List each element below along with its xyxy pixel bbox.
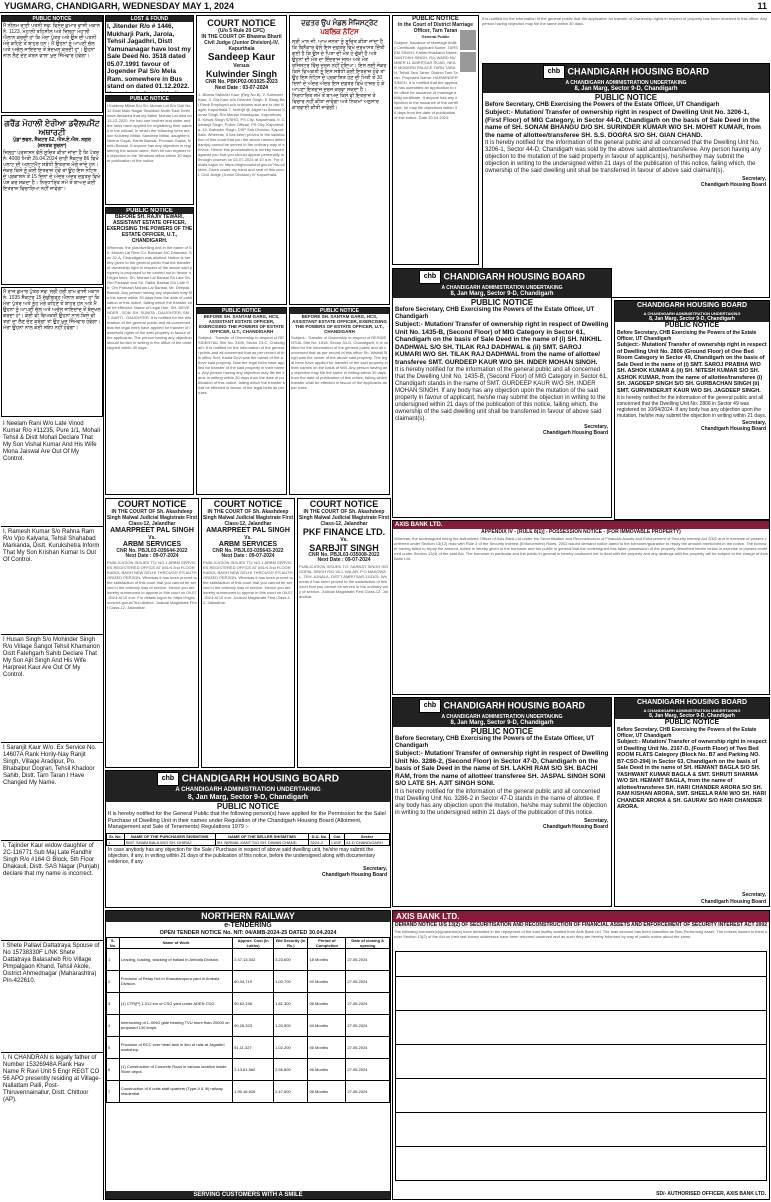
chb-logo: chb: [543, 65, 565, 79]
chb-notice-4: CHANDIGARH HOUSING BOARD A CHANDIGARH ADMINISTRATION UNDERTAKING 8, Jan Marg, Sector 9-D, Chandigarh PUBLIC NOTICE Before Secretary, CHB Exercising the Powers of the Estate Officer, UT Chandigarh Subject:- Mutation/ Transfer of ownership right in respect of Dwelling Unit No. 2167-D, (Fourth Floor) of Two Bed ROOM FLATS Category (Block No. B7 and Parking NO. B7-CSO-294) in Sector 63, Chandigarh on the basis of Sale Deed in the name of SH. HEMANT BAGLA S/O SH. YASHWANT KUMAR BAGLA & SMT. SHRUTI SHARMA W/O SH. HEMANT BAGLA, from the name of allottee/transferee SH. HARI CHANDER ARORA S/O SH. RAM KISHAN ARORA, SMT. SHEELA RANI W/O SH. HARI CHANDER ARORA & SH. GAURAV S/O HARI CHANDER ARORA. Secretary, Chandigarh Housing Board: [614, 697, 770, 907]
classified-list: [1, 419, 103, 1193]
petitioner-name: AMARPREET PAL SINGH: [206, 527, 290, 534]
column-4: [289, 15, 391, 495]
court-notice-jalandhar-1: COURT NOTICE IN THE COURT OF Sh. Akashdeep Singh Malwal Judicial Magistrate First Class-12, Jalandhar AMARPREET PAL SINGH Vs. ARBM SERVICES CNR No. PBJL03-035644-2022 Next Date : 09-07-2024 PUBLICATION ISSUED TO: NO.1 ARBM SERVICES REGISTERED OFFICE AT 691/4 2nd FLOOR KAROL BAGH NEW DELHI THROUGH ITS AUTHORIZED PERSON. Whereas it has been proved to the satisfaction of this court that you cannot be served in the ordinary way of service. Hence you are hereby summoned to appear in this court on 09-07-2024 at 10 a.m. For details logon to: https://highcourtchd.gov.in/?trs=district. Judicial Magistrate First Class-12, Jalandhar.: [105, 498, 199, 768]
permission-body: It is hereby notified for the General Public that the following person(s) have applied for the Permission for the Sale/ Purchase of Dwelling Unit in their names under Regulation of the Chandigarh Housing Board (Allotment, Management and Sale of Tenements) Regulations 1979 :-: [108, 811, 387, 830]
column-3: [196, 15, 288, 495]
court-notice-kapurthala: COURT NOTICE (U/o 5 Rule 20 CPC) IN THE COURT OF Bhawna Bharti Civil Judge (Junior Division)-IV, Kapurthala Sandeep Kaur Versus Kulwinder Singh CNR No. PBKP02-001025-2023 Next Date : 03-07-2024 1. Bhana Satinder Kaur (Reg No.6), 2. Sahinder Kaur, 3. Gia Kaur w/o Dhanbir Singh, 5. Bhag Bai Flank Employed w/o unknown and are to dist Nagar, Kapurthala 7. Inderjit @ Jagre no Bamuki Kumar Singh R/o Mandu Mandapan, Kapurthala, 8. Kewal Singh S/SHG, PS City, Kapurthala. 9. Charanjit Singh, Police Official, PS City, Kapurthala. 10. Bahadur Singh, DSP Sub Division, Kapurthala. Whereas, it has been proved to the satisfaction of this court that you the above named defendant(s) cannot be served in the ordinary way of service. Hence this proclamation is hereby issued against you that you should appear personally or through counsel on 03-07-2024 at 10 a.m. For details logon to: https://highcourtchd.gov.in/?trs=district. Given under my hand and seal of this court. Civil Judge (Junior Division) IV Kapurthala.: [196, 15, 287, 305]
axis-bank-possession: AXIS BANK LTD. APPENDIX IV - [RULE 8(1)] - POSSESSION NOTICE - (FOR IMMOVABLE PROPERTY) Whereas, the undersigned being the Authorized Officer of Axis Bank Ltd under the Securitisation and Reconstruction of Financial Assets and Enforcement of Security Interest Act 2002 and in exercise of powers conferred under Section 13(12) read with Rule 3 of the Security Interest (Enforcement) Rules, 2002 issued demand notice dated to the borrower/guarantor to repay the amount mentioned in the notice. The borrower having failed to repay the amount, notice is hereby given to the borrower and the public in general that the undersigned has taken possession of the property described herein below in exercise of powers conferred under Section 13(4) of the said Act. The borrower in particular and the public in general is hereby cautioned not to deal with the property and any dealings with the property will be subject to the charge of Axis Bank Ltd.: [392, 520, 770, 695]
chb-logo: chb: [419, 270, 441, 284]
estate-notice-3: PUBLIC NOTICE BEFORE SH. SANTAM GARG, HCS, ASSISTANT ESTATE OFFICER, EXERCISING THE POWERS OF ESTATE OFFICER, U.T., CHANDIGARH Subject:- Transfer of Ownership in respect of RESIDENTIAL Site No. 1818, Sector 34-D, Chandigarh. It is notified for the information of the general public and all concerned that as per record of this office Sh. Walaiti Singh was the owner of the above said property. The legal heirs have applied for transfer of the said property in their names on the basis of Will. Any person having any objection may file the same in writing within 30 days from the date of publication of this notice, failing which transfer shall be effected in favour of the applicants as per rules.: [289, 307, 390, 495]
permission-title: PUBLIC NOTICE: [216, 802, 280, 811]
classified-item: I Husan Singh S/o Mohinder Singh R/o Village Sangol Tehsil Khamanon Distt Fatehgarh Sahib Declare That My Son Ajit Singh And His Wife Harpreet Kaur Are Out Of My Control.: [1, 635, 103, 743]
punjabi-notice-body: ਮੈਂ ਨੀਲਮ ਰਾਣੀ ਪਤਨੀ ਸਵ: ਵਿਨੋਦ ਕੁਮਾਰ ਵਾਸੀ ਮਕਾਨ ਨੰ. 1123, ਮੋਹਾਲੀ ਤਹਿਸੀਲ ਅਤੇ ਜ਼ਿਲ੍ਹਾ ਮੋਹਾਲੀ ਐਲਾਨ ਕਰਦੀ ਹਾਂ ਕਿ ਮੇਰਾ ਪੁੱਤਰ ਅਤੇ ਉਸ ਦੀ ਪਤਨੀ ਮੇਰੇ ਕਹਿਣੇ ਤੋਂ ਬਾਹਰ ਹਨ। ਮੈਂ ਉਹਨਾਂ ਨੂੰ ਆਪਣੀ ਚੱਲ ਅਤੇ ਅਚੱਲ ਜਾਇਦਾਦ ਤੋਂ ਬੇਦਖਲ ਕਰਦੀ ਹਾਂ। ਉਹਨਾਂ ਨਾਲ ਲੈਣ ਦੇਣ ਕਰਨ ਵਾਲਾ ਖੁਦ ਜਿੰਮੇਵਾਰ ਹੋਵੇਗਾ।: [3, 23, 100, 59]
chb-subject: Subject:- Mutation/ Transfer of ownership right in respect of Dwelling Unit No. 3206-1, (First Floor) of MIG Category, in Sector 44-D, Chandigarh on the basis of Sale Deed in the name of SH. SONAM BHANGU D/O SH. SURINDER KUMAR W/O SH. MOHIT KUMAR, from the name of allottee/transferee SH. S.S. DOGRA S/O SH. GIAN CHAND.: [485, 109, 761, 139]
axis-appendix: APPENDIX IV - [RULE 8(1)] - POSSESSION NOTICE - (FOR IMMOVABLE PROPERTY): [481, 529, 681, 535]
chb-before: Before Secretary, CHB Exercising the Powers of the Estate Officer, UT Chandigarh: [485, 102, 720, 108]
column-5: [392, 15, 480, 265]
marriage-title: PUBLIC NOTICE: [412, 16, 459, 22]
marriage-notice: PUBLIC NOTICE In the Court of District Marriage Officer, Tarn Taran General Public Subject: Issuance of Marriage Ability Certificate. Applicant Name: TARSEM SINGH, Father/Husband Name: SANTOKH SINGH, R/o WARD NUMBER 11 AMRITSAR ROAD, NEAR MODERN PALACE TARN TARAN. Tehsil Tarn Taran, District Tarn Taran. Proposed Name: HARWINDER SINGH. It is notified that the applicant has submitted an application to the office for issuance of marriage ability certificate. If anyone has any objection to the issuance of the certificate, he may file objections within 30 days from the date of publication of this notice. Date 30.04.2024.: [392, 15, 479, 265]
page-header: [0, 0, 771, 13]
lost-found-body: I, Jitender R/o # 1446, Mukharji Park, Jarola, Tehsil Jagadhri, Distt Yamunanagar have lost my Sale Deed No. 3518 dated 05.07.1991 favour of Jogender Pal S/o Mela Ram. somewhere in Bus stand on dated 01.12.2022.: [107, 23, 191, 90]
newspaper-dateline: YUGMARG, CHANDIGARH, WEDNESDAY MAY 1, 2024: [4, 1, 235, 11]
page-number: 11: [757, 1, 767, 11]
petitioner-name: AMARPREET PAL SINGH: [110, 527, 194, 534]
railway-tender-type: e-TENDERING: [224, 922, 272, 929]
chb-subject: Subject:- Mutation/ Transfer of ownership right in respect of Dwelling Unit No. 2167-D, (Fourth Floor) of Two Bed ROOM FLATS Category (Block No. B7 and Parking NO. B7-CSO-294) in Sector 63, Chandigarh on the basis of Sale Deed in the name of SH. HEMANT BAGLA S/O SH. YASHWANT KUMAR BAGLA & SMT. SHRUTI SHARMA W/O SH. HEMANT BAGLA, from the name of allottee/transferee SH. HARI CHANDER ARORA S/O SH. RAM KISHAN ARORA, SMT. SHEELA RANI W/O SH. HARI CHANDER ARORA & SH. GAURAV S/O HARI CHANDER ARORA.: [617, 739, 767, 810]
chb-logo: chb: [157, 772, 179, 786]
table-row: 3 (1) CTR(P) 1.012 km of CSG yard under ADEN CDG. 90,62,196 1,81,300 06 Months 27.05.2024: [107, 992, 390, 1014]
lost-found-title: LOST & FOUND: [106, 16, 193, 22]
court-notice-rule: (U/o 5 Rule 20 CPC): [218, 28, 265, 34]
sdm-heading: ਪਬਲਿਕ ਨੋਟਿਸ: [320, 29, 359, 36]
respondent-name: Kulwinder Singh: [206, 69, 277, 79]
classified-item: I Neelam Rani W/o Late Vinod Kumar R/o #11235, Pure 1/1, Mohali Tehsil & Distt Mohali Declare That My Son Vishal Kumar And His Wife Mona Jaiswal Are Out Of My Control.: [1, 419, 103, 527]
estate-officer-title: BEFORE SH. RAJIV TEWARI, ASSISTANT ESTATE OFFICER, EXERCISING THE POWERS OF THE ESTATE OFFICER, U.T., CHANDIGARH.: [106, 214, 193, 244]
column-6: [481, 15, 771, 65]
chb-notice-1: chb CHANDIGARH HOUSING BOARD A CHANDIGARH ADMINISTRATION UNDERTAKING 8, Jan Marg, Sector 9-D, Chandigarh PUBLIC NOTICE Before Secretary, CHB Exercising the Powers of the Estate Officer, UT Chandigarh Subject:- Mutation/ Transfer of ownership right in respect of Dwelling Unit No. 3206-1, (First Floor) of MIG Category, in Sector 44-D, Chandigarh on the basis of Sale Deed in the name of SH. SONAM BHANGU D/O SH. SURINDER KUMAR W/O SH. MOHIT KUMAR, from the name of allottee/transferee SH. S.S. DOGRA S/O SH. GIAN CHAND. It is hereby notified for the information of the general public and all concerned that the Dwelling Unit No. 3206-1, Sector 44-D, Chandigarh was sold by the above said allottee/transferee. Any person having any objection to the mutation of the said property in favour of applicant(s), he/she/they may submit the objection in writing to the undersigned within 21 days of the publication of this notice, failing which, the ownership of the said dwelling unit shall be transferred in favour of above said claimant(s). Secretary, Chandigarh Housing Board: [482, 63, 770, 298]
column-2: [105, 15, 195, 495]
top-right-text: It is notified for the information of the general public that the application for transfer of Ownership rights in respect of property has been received in this office. Any person having objection may file the same within 30 days.: [481, 15, 770, 65]
notice-title: PUBLIC NOTICE: [2, 16, 102, 22]
cnr-number: CNR No. PBKP02-001025-2023: [205, 79, 278, 85]
applicant-photo: [460, 30, 476, 50]
estate-officer-title: BEFORE SH. SANTAM GARG, HCS, ASSISTANT ESTATE OFFICER, EXERCISING THE POWERS OF ESTATE OFFICER, U.T., CHANDIGARH: [198, 314, 285, 334]
chb-name: CHANDIGARH HOUSING BOARD: [567, 66, 709, 77]
axis-bank-demand-notice: AXIS BANK LTD. DEMAND NOTICE U/S 13(2) OF SECURITISATION AND RECONSTRUCTION OF FINANCIAL ASSETS AND ENFORCEMENT OF SECURITY INTEREST ACT 2002 The following borrower(s)/guarantor(s) have defaulted in the repayment of the loan facility availed from Axis Bank Ltd. The loan account has been classified as Non-Performing Asset. The notices issued to them under Section 13(2) of the Act on their last known addresses have been returned unserved and as such they are hereby informed by way of public notice about the same. SD/- AUTHORISED OFFICER, AXIS BANK LTD.: [392, 910, 770, 1200]
classified-item: I, Ramesh Kumar S/o Rahna Ram R/o Vpo Kalyana, Tehsil Shahabad Markanda, Distt. Kurukshetra Inform That My Son Krishan Kumar Is Out Of Control.: [1, 527, 103, 635]
estate-notice-1: PUBLIC NOTICE BEFORE SH. RAJIV TEWARI, ASSISTANT ESTATE OFFICER, EXERCISING THE POWERS OF THE ESTATE OFFICER, U.T., CHANDIGARH. Whereas, the plot/dwelling unit in the name of Sh. Mohan Lal Rest Co. Banwari 5/C Dhanash, Sec 22-A, Chandigarh was allotted. Notice is hereby given to the general public that the transfer of ownership right in respect of the above said property is proposed to be carried out in favour of legal heirs. Sh. Mohan Lal Bansal Sh Late Sh. Om Parkash and Sh. Satbir Bansal S/o Late Sh. Om Parkash Mohan Lal Bansal, Mr. Deepak Bansal. Any person having any objection may file the same within 30 days from the date of publication of this notice, failing which the transfer shall be effected. Name of Legal Heir: SH. DEVENDER - SON; SH. SUNITA - DAUGHTER; SMT. AARTI - DAUGHTER. It is notified for the information of the general public and all concerned that the legal heirs have applied for transfer of leasehold rights of the said property in favour of the applicants. The person having any objection should furnish in writing in the office of the undersigned within 30 days.: [105, 207, 194, 495]
chb-notice-2: chb CHANDIGARH HOUSING BOARD A CHANDIGARH ADMINISTRATION UNDERTAKING 8, Jan Marg, Sector 9-D, Chandigarh PUBLIC NOTICE Before Secretary, CHB Exercising the Powers of the Estate Officer, UT Chandigarh Subject:- Mutation/ Transfer of ownership right in respect of Dwelling Unit No. 1435-B, (Second Floor) of MIG Category in Sector 61, Chandigarh on the basis of Sale Deed in the name of (i) SH. NIKHIL DADHWAL S/O SH. TILAK RAJ DADHWAL & (ii) SMT. SAROJ KUMARI W/O SH. TILAK RAJ DADHWAL from the name of allottee/ transferee SMT. GURDEEP KAUR W/O SH. INDER MOHAN SINGH. It is hereby notified for the information of the general public and all concerned that the Dwelling Unit No. 1435-B, (Second Floor) of MIG Category in Sector 61, Chandigarh stands in the name of SMT. GURDEEP KAUR W/O SH. INDER MOHAN SINGH. If any body has any objection upon the mutation of the said property in favour of applicant, he/she may submit the objection in writing to the undersigned within 21 days of the publication of this notice, failing which, the ownership of the said dwelling unit shall be transferred in favour of above said claimant(s). Secretary, Chandigarh Housing Board: [392, 268, 612, 518]
table-row: 7 Construction of 6 units staff quarters (Type-II & III) railway residential. 1,90,16,626 2,47,600 06 Months 27.05.2024: [107, 1080, 390, 1102]
axis-authorised-sign: SD/- AUTHORISED OFFICER, AXIS BANK LTD.: [656, 1191, 766, 1197]
sdm-title: ਦਫ਼ਤਰ ਉਪ ਮੰਡਲ ਮੈਜਿਸਟ੍ਰੇਟ: [301, 20, 378, 27]
public-notice-box-2: PUBLIC NOTICE I Kuldeep Mittal S/o Sh. Mohan Lal R/o Gali No. 12 East Main Nagar Shahbad North East Delhi have declared that my father Mohan Lal died on 13-12-2020. He had one brother and sister and the heirs have applied for registering their names in the Intkaal. In which the following heirs are son Kuldeep Mittal, Sandeep Mittal, daughter's Neena Goyal, Kanta Bansal, Poonam Gupta, Neelu Bansal. If anyone has any objection in registering the actual name, then he can register his objection in the Tehsildar office within 30 days of publication of the notice.: [105, 95, 194, 205]
court-notices-row: [105, 498, 391, 768]
chb-board: Chandigarh Housing Board: [701, 182, 766, 188]
axis-bank-name: AXIS BANK LTD.: [393, 521, 769, 529]
northern-railway-tender: [105, 910, 391, 1200]
petitioner-name: PKF FINANCE LTD.: [302, 527, 386, 537]
chb-permission-notice: chb CHANDIGARH HOUSING BOARD A CHANDIGARH ADMINISTRATION UNDERTAKING 8, Jan Marg, Sector 9-D, Chandigarh PUBLIC NOTICE It is hereby notified for the General Public that the following person(s) have applied for the Permission for the Sale/ Purchase of Dwelling Unit in their names under Regulation of the Chandigarh Housing Board (Allotment, Management and Sale of Tenements) Regulations 1979 :- Sr. No. NAME OF THE PURCHASER SH/SMT/MS NAME OF THE SELLER SH/SMT/MS D.U. No. Cat. Sector 1 SMT. SHABI BALA W/O SH. DHIRAJ SH. NIRMAL KANT S/O SH. DIWAN CHAND 3224-2 LIG/F 41-D CHANDIGARH In case anybody has any objection for the Sale / Purchase in respect of above said dwelling unit, he/she may submit the objection, if any, in writing within 21 days of the publication of this notice, before the undersigned along with documentary evidence, if any. Secretary, Chandigarh Housing Board: [105, 770, 391, 908]
court-notice-jalandhar-2: COURT NOTICE IN THE COURT OF Sh. Akashdeep Singh Malwal Judicial Magistrate First Class-12, Jalandhar AMARPREET PAL SINGH Vs. ARBM SERVICES CNR No. PBJL03-035643-2022 Next Date : 09-07-2024 PUBLICATION ISSUED TO: NO.1 ARBM SERVICES REGISTERED OFFICE AT 691/4 2nd FLOOR KAROL BAGH NEW DELHI THROUGH ITS AUTHORIZED PERSON. Whereas it has been proved to the satisfaction of this court that you cannot be served in the ordinary way of service. Hence you are hereby summoned to appear in this court on 09-07-2024 at 10 a.m. Judicial Magistrate First Class-12, Jalandhar.: [201, 498, 295, 768]
classified-item: I, Tajinder Kaur widow daughter of 2C-116771 Sub Maj Late Randhir Singh R/o #164 G Block, 5th Floor Dhakauli, Distt. SAS Nagar (Punjab) declare that my name is incorrect.: [1, 841, 103, 941]
chb-logo: chb: [419, 699, 441, 713]
railway-name: NORTHERN RAILWAY: [106, 911, 390, 922]
chb-subject: Subject:- Mutation/ Transfer of ownership right in respect of Dwelling Unit No. 2806 (Ground Floor) of One Bed Room Category in Sector 49, Chandigarh on the basis of Sale Deed in the name of (i) SMT. SAROJ PRABHA W/O SH. ASHOK KUMAR & (ii) SH. NITESH KUMAR S/O SH. ASHOK KUMAR, from the name of allottee/transferee (i) SH. JAGDEEP SINGH S/O SH. GURBACHAN SINGH (ii) SMT. GURVINDERJIT KAUR W/O SH. JAGDEEP SINGH.: [617, 342, 767, 394]
estate-notice-2: PUBLIC NOTICE BEFORE SH. SANTAM GARG, HCS, ASSISTANT ESTATE OFFICER, EXERCISING THE POWERS OF ESTATE OFFICER, U.T., CHANDIGARH Subject:- Transfer of Ownership in respect of RESIDENTIAL Site No. 2496, Sector 23-C, Chandigarh. It is notified for the information of the general public and all concerned that as per record of this office Smt. Kanta Devi was the owner of the above said property. Now the legal heirs have applied for transfer of the said property in their names. Any person having any objection may file the same in writing within 30 days from the date of publication of this notice, failing which the transfer shall be effected in favour of the legal heirs as per rules.: [196, 307, 287, 495]
railway-footer: SERVING CUSTOMERS WITH A SMILE: [106, 1191, 390, 1199]
table-row: 5 Provision of RCC over head tank in lieu of rails at Jagadhri workshop. 51,11,327 1,02,200 06 Months 27.05.2024: [107, 1036, 390, 1058]
gmada-heading: (ਜਨਤਕ ਸੂਚਨਾ): [37, 143, 67, 149]
chb-notice-3: CHANDIGARH HOUSING BOARD A CHANDIGARH ADMINISTRATION UNDERTAKING 8, Jan Marg, Sector 9-D, Chandigarh PUBLIC NOTICE Before Secretary, CHB Exercising the Powers of the Estate Officer, UT Chandigarh Subject:- Mutation/ Transfer of ownership right in respect of Dwelling Unit No. 2806 (Ground Floor) of One Bed Room Category in Sector 49, Chandigarh on the basis of Sale Deed in the name of (i) SMT. SAROJ PRABHA W/O SH. ASHOK KUMAR & (ii) SH. NITESH KUMAR S/O SH. ASHOK KUMAR, from the name of allottee/transferee (i) SH. JAGDEEP SINGH S/O SH. GURBACHAN SINGH (ii) SMT. GURVINDERJIT KAUR W/O SH. JAGDEEP SINGH. It is hereby notified for the information of the general public and all concerned that the Dwelling Unit No. 2806 in Sector 49 was registered on 10/04/2024. If any body has any objection upon the mutation, he/she may submit the objection in writing within 21 days. Secretary, Chandigarh Housing Board: [614, 300, 770, 520]
lost-found-box: [105, 15, 194, 93]
marriage-heading: General Public: [421, 34, 450, 39]
respondent-name: ARBM SERVICES: [218, 541, 278, 548]
gmada-title: ਗਰੈਂਡ ਮੋਹਾਲੀ ਏਰੀਆ ਡਵੈਲਪਮੈਂਟ ਅਥਾਰਟੀ: [4, 119, 100, 137]
table-row: 1 SMT. SHABI BALA W/O SH. DHIRAJ SH. NIRMAL KANT S/O SH. DIWAN CHAND 3224-2 LIG/F 41-D CHANDIGARH: [107, 839, 390, 845]
classified-item: I Saranjit Kaur W/o. Ex Service No. 14607A Rank Honly-Nay Ranjit Singh, Village Aradipur, Po. Bhabalpur Dogran, Tehsil Khadoor Sahib, Distt. Tarn Taran I Have Changed My Name.: [1, 743, 103, 841]
classified-item: I, N CHANDRAN is legally father of Number 15326948A Rank Hav Name R Ravi Unit 5 Engr REGT CO 56 APO presently residing at Village-Nallattam Palli, Post-Thiruvennainallur, Distt. Chittoor (AP).: [3, 1055, 101, 1103]
respondent-name: SARBJIT SINGH: [309, 543, 379, 553]
railway-notice-number: OPEN TENDER NOTICE No. NIT: 04/AMB-2024-25 DATED 30.04.2024: [159, 930, 337, 936]
petitioner-name: Sandeep Kaur: [207, 52, 276, 63]
railway-tender-table: S. No. Name of Work Approx. Cost (In Lakhs) Bid Security (In Rs.) Period of Completion Date of closing & opening 1 Leading, loading, stacking of ballast in Ambala Division. 2,47,13,342 3,23,600 18 Months 27.05.2024 2 Provision of Relay Hut in Khanalampura yard in Ambala Division. 60,34,719 1,00,700 03 Months 27.05.2024 3 (1) CTR(P) 1.012 km of CSG yard under ADEN CDG. 90,62,196 1,81,300 06 Months 27.05.2024 4 Interlocking of L-XING gate bearing TVU more than 20000 on proposed 130 kmph. 90,26,323 1,20,500 04 Months 27.05.2024 5 Provision of RCC over head tank in lieu of rails at Jagadhri workshop. 51,11,327 1,02,200 06 Months 27.05.2024 6 (1) Construction of Concrete Road in various location inside Store depot. 2,13,61,582 2,56,800 06 Months 27.05.2024 7 Construction of 6 units staff quarters (Type-II & III) railway residential. 1,90,16,626 2,47,600 06 Months 27.05.2024: [106, 937, 390, 1103]
axis-bank-name: AXIS BANK LTD.: [393, 911, 769, 922]
next-date: Next Date : 03-07-2024: [214, 85, 269, 91]
punjabi-notice-2: ਮੈਂ ਰਾਜ ਕੁਮਾਰ ਪੁੱਤਰ ਸਵ: ਸ੍ਰੀ ਹਰੀ ਰਾਮ ਵਾਸੀ ਮਕਾਨ ਨੰ. 1035 ਸੈਕਟਰ 15 ਚੰਡੀਗੜ੍ਹ ਐਲਾਨ ਕਰਦਾ ਹਾਂ ਕਿ ਮੇਰਾ ਪੁੱਤਰ ਅਤੇ ਨੂੰਹ ਮੇਰੇ ਕਹਿਣੇ ਤੋਂ ਬਾਹਰ ਹਨ ਅਤੇ ਮੈਂ ਉਹਨਾਂ ਨੂੰ ਆਪਣੀ ਚੱਲ ਅਤੇ ਅਚੱਲ ਜਾਇਦਾਦ ਤੋਂ ਬੇਦਖਲ ਕਰਦਾ ਹਾਂ। ਕੋਈ ਵੀ ਵਿਅਕਤੀ ਉਹਨਾਂ ਨਾਲ ਕਿਸੇ ਵੀ ਤਰਾਂ ਦਾ ਲੈਣ ਦੇਣ ਕਰੇਗਾ ਤਾਂ ਉਹ ਖੁਦ ਜਿੰਮੇਵਾਰ ਹੋਵੇਗਾ। ਮੇਰਾ ਉਹਨਾਂ ਨਾਲ ਕੋਈ ਸਬੰਧ ਨਹੀਂ ਹੋਵੇਗਾ।: [1, 287, 103, 417]
versus-label: Versus: [233, 63, 250, 69]
public-notice-box-1: [1, 15, 103, 113]
respondent-name: ARBM SERVICES: [122, 541, 182, 548]
chb-subject: Subject:- Mutation/ Transfer of ownership right in respect of Dwelling Unit No. 3286-2, (Second Floor) in Sector 47-D, Chandigarh on the basis of Sale Deed in the name of SH. LAKHI RAM S/O SH. BACHI RAM, from the name of allottee/ transferee SH. JASPAL SINGH SONI S/O LATE SH. AJIT SINGH SONI.: [395, 750, 609, 787]
chb-secretary: Secretary,: [742, 176, 766, 182]
table-row: 2 Provision of Relay Hut in Khanalampura yard in Ambala Division. 60,34,719 1,00,700 03 Months 27.05.2024: [107, 970, 390, 992]
classifieds-column: [0, 15, 104, 1200]
table-row: 4 Interlocking of L-XING gate bearing TVU more than 20000 on proposed 130 kmph. 90,26,323 1,20,500 04 Months 27.05.2024: [107, 1014, 390, 1036]
court-notice-title: COURT NOTICE: [207, 18, 276, 28]
table-row: 1 Leading, loading, stacking of ballast in Ambala Division. 2,47,13,342 3,23,600 18 Months 27.05.2024: [107, 948, 390, 970]
axis-borrower-table: [395, 951, 767, 1181]
sdm-notice: ਦਫ਼ਤਰ ਉਪ ਮੰਡਲ ਮੈਜਿਸਟ੍ਰੇਟ ਪਬਲਿਕ ਨੋਟਿਸ ਸ੍ਰੀ ਮਾਨ ਜੀ, ਆਮ ਜਨਤਾ ਨੂੰ ਸੂਚਿਤ ਕੀਤਾ ਜਾਂਦਾ ਹੈ ਕਿ ਬਿਨੈਕਾਰ ਵੱਲੋਂ ਇਸ ਦਫ਼ਤਰ ਵਿਖੇ ਦਰਖਾਸਤ ਦਿੱਤੀ ਗਈ ਹੈ ਕਿ ਉਸ ਦੇ ਪਿਤਾ ਦੀ ਮੌਤ ਹੋ ਚੁੱਕੀ ਹੈ ਅਤੇ ਉਹਨਾਂ ਦੀ ਮੌਤ ਦਾ ਇੰਦਰਾਜ ਜਨਮ ਅਤੇ ਮੌਤ ਰਜਿਸਟਰ ਵਿੱਚ ਦਰਜ ਨਹੀਂ ਹੋਇਆ। ਇਸ ਲਈ ਜੇਕਰ ਕਿਸੇ ਵਿਅਕਤੀ ਨੂੰ ਇਸ ਸਬੰਧੀ ਕੋਈ ਇਤਰਾਜ਼ ਹੋਵੇ ਤਾਂ ਉਹ ਇਸ ਨੋਟਿਸ ਦੇ ਪ੍ਰਕਾਸ਼ਿਤ ਹੋਣ ਦੀ ਮਿਤੀ ਤੋਂ 30 ਦਿਨਾਂ ਦੇ ਅੰਦਰ ਅੰਦਰ ਇਸ ਦਫ਼ਤਰ ਵਿਖੇ ਹਾਜ਼ਰ ਹੋ ਕੇ ਆਪਣਾ ਇਤਰਾਜ਼ ਦਰਜ ਕਰਵਾ ਸਕਦਾ ਹੈ। ਨਿਰਧਾਰਿਤ ਸਮੇਂ ਤੋਂ ਬਾਅਦ ਕਿਸੇ ਵੀ ਇਤਰਾਜ਼ ਤੇ ਵਿਚਾਰ ਨਹੀਂ ਕੀਤਾ ਜਾਵੇਗਾ ਅਤੇ ਨਿਯਮਾਂ ਅਨੁਸਾਰ ਕਾਰਵਾਈ ਕੀਤੀ ਜਾਵੇਗੀ।: [289, 15, 390, 305]
table-row: 6 (1) Construction of Concrete Road in various location inside Store depot. 2,13,61,582 2,56,800 06 Months 27.05.2024: [107, 1058, 390, 1080]
applicant-photo: [460, 52, 476, 72]
classified-item: I Shete Pallavi Dattatraya Spouse of No 15738330F L/NK Shete Dattatraya Balasaheb R/o Village Pimpalgaon Khand, Tehsil Akole, District Ahmednagar (Maharashtra) Pin-422610.: [1, 941, 103, 1053]
chb-sub: A CHANDIGARH ADMINISTRATION UNDERTAKING: [483, 80, 769, 86]
chb-notice-5: chb CHANDIGARH HOUSING BOARD A CHANDIGARH ADMINISTRATION UNDERTAKING 8, Jan Marg, Sector 9-D, Chandigarh PUBLIC NOTICE Before Secretary, CHB Exercising the Powers of the Estate Officer, UT Chandigarh Subject:- Mutation/ Transfer of ownership right in respect of Dwelling Unit No. 3286-2, (Second Floor) in Sector 47-D, Chandigarh on the basis of Sale Deed in the name of SH. LAKHI RAM S/O SH. BACHI RAM, from the name of allottee/ transferee SH. JASPAL SINGH SONI S/O LATE SH. AJIT SINGH SONI. It is hereby notified for the information of the general public and all concerned that Dwelling Unit No. 3286-2 in Sector 47-D stands in the name of allottee. If any body has any objection upon the mutation, he/she may submit the objection in writing to the undersigned within 21 days of the publication of this notice. Secretary, Chandigarh Housing Board: [392, 697, 612, 907]
chb-subject: Subject:- Mutation/ Transfer of ownership right in respect of Dwelling Unit No. 1435-B, (Second Floor) of MIG Category in Sector 61, Chandigarh on the basis of Sale Deed in the name of (i) SH. NIKHIL DADHWAL S/O SH. TILAK RAJ DADHWAL & (ii) SMT. SAROJ KUMARI W/O SH. TILAK RAJ DADHWAL from the name of allottee/ transferee SMT. GURDEEP KAUR W/O SH. INDER MOHAN SINGH.: [395, 321, 609, 366]
gmada-notice: ਗਰੈਂਡ ਮੋਹਾਲੀ ਏਰੀਆ ਡਵੈਲਪਮੈਂਟ ਅਥਾਰਟੀ ਪੁੱਡਾ ਭਵਨ, ਸੈਕਟਰ 62, ਐਸ.ਏ.ਐਸ. ਨਗਰ (ਜਨਤਕ ਸੂਚਨਾ) ਜਿਲ੍ਹਾ ਪ੍ਰਸ਼ਾਸਨ ਵੱਲੋਂ ਸੂਚਿਤ ਕੀਤਾ ਜਾਂਦਾ ਹੈ ਕਿ ਪੱਤਰ ਨੰ. 4008 ਮਿਤੀ 26.04.2024 ਰਾਹੀਂ ਸੈਕਟਰ 86 ਵਿਖੇ ਪਲਾਟ ਦੀ ਅਲਾਟਮੈਂਟ ਸਬੰਧੀ ਇਤਰਾਜ਼ ਮੰਗੇ ਜਾਂਦੇ ਹਨ। ਜੇਕਰ ਕਿਸੇ ਨੂੰ ਕੋਈ ਇਤਰਾਜ਼ ਹੋਵੇ ਤਾਂ ਉਹ ਇਸ ਨੋਟਿਸ ਦੇ ਪ੍ਰਕਾਸ਼ਨ ਤੋਂ 15 ਦਿਨਾਂ ਦੇ ਅੰਦਰ ਅੰਦਰ ਦਫ਼ਤਰ ਵਿਖੇ ਪੇਸ਼ ਕਰ ਸਕਦਾ ਹੈ। ਨਿਰਧਾਰਿਤ ਸਮੇਂ ਤੋਂ ਬਾਅਦ ਕੋਈ ਇਤਰਾਜ਼ ਵਿਚਾਰਿਆ ਨਹੀਂ ਜਾਵੇਗਾ।: [1, 115, 103, 285]
gmada-sub: ਪੁੱਡਾ ਭਵਨ, ਸੈਕਟਰ 62, ਐਸ.ਏ.ਐਸ. ਨਗਰ: [13, 137, 91, 143]
court-notice-jalandhar-3: COURT NOTICE IN THE COURT OF Sh. Akashdeep Singh Malwal Judicial Magistrate First Class-12, Jalandhar PKF FINANCE LTD. Vs. SARBJIT SINGH CNR No. PBJL03-035008-2022 Next Date : 09-07-2024 PUBLICATION ISSUED TO: SARBJIT SINGH S/O GOPAL SINGH R/O VILL HALAR, P.O MAKOWAL, TEH- AJNALA, DISTT AMRITSAR-143103. Whereas it has been proved to the satisfaction of this court that you cannot be served in the ordinary way of service. Judicial Magistrate First Class-12, Jalandhar.: [297, 498, 391, 768]
axis-demand-title: DEMAND NOTICE U/S 13(2) OF SECURITISATION AND RECONSTRUCTION OF FINANCIAL ASSETS AND ENFORCEMENT OF SECURITY INTEREST ACT 2002: [394, 922, 768, 928]
court-name: IN THE COURT OF Bhawna Bharti Civil Judge (Junior Division)-IV, Kapurthala: [201, 34, 282, 52]
chb-address: 8, Jan Marg, Sector 9-D, Chandigarh: [483, 86, 769, 93]
permission-table: Sr. No. NAME OF THE PURCHASER SH/SMT/MS NAME OF THE SELLER SH/SMT/MS D.U. No. Cat. Sector 1 SMT. SHABI BALA W/O SH. DHIRAJ SH. NIRMAL KANT S/O SH. DIWAN CHAND 3224-2 LIG/F 41-D CHANDIGARH: [106, 833, 390, 846]
marriage-court: In the Court of District Marriage Officer, Tarn Taran: [397, 22, 473, 34]
